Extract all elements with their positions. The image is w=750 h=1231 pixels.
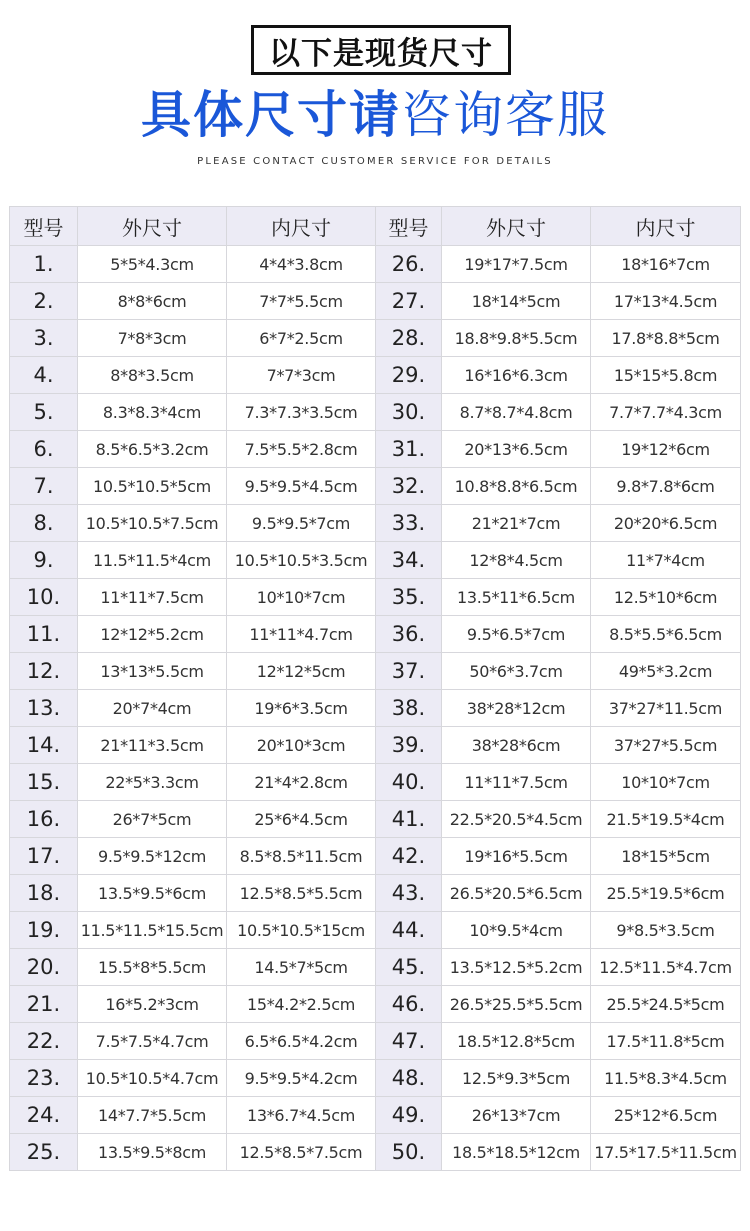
inner-size-cell: 6.5*6.5*4.2cm [227,1023,376,1060]
table-row [10,542,741,579]
outer-size-cell: 38*28*6cm [442,727,591,764]
outer-size-cell: 22*5*3.3cm [78,764,227,801]
inner-size-cell: 20*20*6.5cm [591,505,741,542]
outer-size-cell: 19*16*5.5cm [442,838,591,875]
model-number-cell: 29. [376,357,442,394]
inner-size-cell: 12.5*8.5*5.5cm [227,875,376,912]
model-number-cell: 41. [376,801,442,838]
outer-size-cell: 12*12*5.2cm [78,616,227,653]
inner-size-cell: 12*12*5cm [227,653,376,690]
model-number-cell: 11. [10,616,78,653]
inner-size-cell: 8.5*8.5*11.5cm [227,838,376,875]
inner-size-cell: 25*12*6.5cm [591,1097,741,1134]
table-row [10,246,741,283]
outer-size-cell: 12*8*4.5cm [442,542,591,579]
model-number-cell: 31. [376,431,442,468]
model-number-cell: 3. [10,320,78,357]
inner-size-cell: 49*5*3.2cm [591,653,741,690]
outer-size-cell: 13.5*9.5*8cm [78,1134,227,1171]
table-row [10,1023,741,1060]
inner-size-cell: 12.5*8.5*7.5cm [227,1134,376,1171]
inner-size-cell: 17.8*8.8*5cm [591,320,741,357]
model-number-cell: 38. [376,690,442,727]
table-row [10,579,741,616]
inner-size-cell: 20*10*3cm [227,727,376,764]
model-number-cell: 6. [10,431,78,468]
outer-size-cell: 8.7*8.7*4.8cm [442,394,591,431]
model-number-cell: 43. [376,875,442,912]
inner-size-cell: 11*11*4.7cm [227,616,376,653]
table-row [10,838,741,875]
model-number-cell: 16. [10,801,78,838]
outer-size-cell: 50*6*3.7cm [442,653,591,690]
table-row [10,505,741,542]
inner-size-cell: 9.5*9.5*7cm [227,505,376,542]
outer-size-cell: 22.5*20.5*4.5cm [442,801,591,838]
model-number-cell: 1. [10,246,78,283]
outer-size-cell: 18.5*18.5*12cm [442,1134,591,1171]
outer-size-cell: 13*13*5.5cm [78,653,227,690]
outer-size-cell: 8.5*6.5*3.2cm [78,431,227,468]
outer-size-cell: 21*11*3.5cm [78,727,227,764]
inner-size-cell: 7.3*7.3*3.5cm [227,394,376,431]
model-number-cell: 42. [376,838,442,875]
model-number-cell: 23. [10,1060,78,1097]
inner-size-cell: 37*27*5.5cm [591,727,741,764]
model-number-cell: 44. [376,912,442,949]
header-inner-right: 内尺寸 [591,207,741,246]
table-row [10,283,741,320]
outer-size-cell: 10.8*8.8*6.5cm [442,468,591,505]
inner-size-cell: 7.7*7.7*4.3cm [591,394,741,431]
model-number-cell: 33. [376,505,442,542]
headline-light: 咨询客服 [401,86,609,144]
model-number-cell: 21. [10,986,78,1023]
table-row [10,653,741,690]
inner-size-cell: 6*7*2.5cm [227,320,376,357]
table-row [10,875,741,912]
outer-size-cell: 8.3*8.3*4cm [78,394,227,431]
header-inner-left: 内尺寸 [227,207,376,246]
outer-size-cell: 18*14*5cm [442,283,591,320]
model-number-cell: 4. [10,357,78,394]
table-row [10,986,741,1023]
outer-size-cell: 20*7*4cm [78,690,227,727]
inner-size-cell: 25*6*4.5cm [227,801,376,838]
inner-size-cell: 10.5*10.5*15cm [227,912,376,949]
model-number-cell: 49. [376,1097,442,1134]
inner-size-cell: 25.5*24.5*5cm [591,986,741,1023]
inner-size-cell: 19*6*3.5cm [227,690,376,727]
model-number-cell: 19. [10,912,78,949]
outer-size-cell: 11*11*7.5cm [442,764,591,801]
table-row [10,912,741,949]
model-number-cell: 24. [10,1097,78,1134]
table-row [10,764,741,801]
outer-size-cell: 20*13*6.5cm [442,431,591,468]
model-number-cell: 35. [376,579,442,616]
inner-size-cell: 9.8*7.8*6cm [591,468,741,505]
model-number-cell: 50. [376,1134,442,1171]
inner-size-cell: 11.5*8.3*4.5cm [591,1060,741,1097]
inner-size-cell: 10*10*7cm [227,579,376,616]
outer-size-cell: 18.5*12.8*5cm [442,1023,591,1060]
inner-size-cell: 25.5*19.5*6cm [591,875,741,912]
inner-size-cell: 10*10*7cm [591,764,741,801]
inner-size-cell: 14.5*7*5cm [227,949,376,986]
outer-size-cell: 15.5*8*5.5cm [78,949,227,986]
outer-size-cell: 13.5*9.5*6cm [78,875,227,912]
inner-size-cell: 7*7*5.5cm [227,283,376,320]
inner-size-cell: 18*15*5cm [591,838,741,875]
model-number-cell: 26. [376,246,442,283]
table-row [10,801,741,838]
inner-size-cell: 11*7*4cm [591,542,741,579]
inner-size-cell: 9.5*9.5*4.5cm [227,468,376,505]
model-number-cell: 48. [376,1060,442,1097]
table-row [10,727,741,764]
outer-size-cell: 16*16*6.3cm [442,357,591,394]
model-number-cell: 15. [10,764,78,801]
model-number-cell: 32. [376,468,442,505]
inner-size-cell: 7.5*5.5*2.8cm [227,431,376,468]
model-number-cell: 14. [10,727,78,764]
outer-size-cell: 9.5*9.5*12cm [78,838,227,875]
size-table [9,206,741,1171]
model-number-cell: 47. [376,1023,442,1060]
header-outer-right: 外尺寸 [442,207,591,246]
header-outer-left: 外尺寸 [78,207,227,246]
header-model-left: 型号 [10,207,78,246]
table-row [10,320,741,357]
table-row [10,394,741,431]
inner-size-cell: 17*13*4.5cm [591,283,741,320]
model-number-cell: 13. [10,690,78,727]
inner-size-cell: 18*16*7cm [591,246,741,283]
table-row [10,1060,741,1097]
outer-size-cell: 5*5*4.3cm [78,246,227,283]
model-number-cell: 45. [376,949,442,986]
model-number-cell: 36. [376,616,442,653]
model-number-cell: 25. [10,1134,78,1171]
inner-size-cell: 4*4*3.8cm [227,246,376,283]
inner-size-cell: 9.5*9.5*4.2cm [227,1060,376,1097]
outer-size-cell: 8*8*6cm [78,283,227,320]
model-number-cell: 12. [10,653,78,690]
model-number-cell: 37. [376,653,442,690]
outer-size-cell: 12.5*9.3*5cm [442,1060,591,1097]
outer-size-cell: 26.5*20.5*6.5cm [442,875,591,912]
outer-size-cell: 7*8*3cm [78,320,227,357]
outer-size-cell: 38*28*12cm [442,690,591,727]
model-number-cell: 2. [10,283,78,320]
table-row [10,1097,741,1134]
model-number-cell: 27. [376,283,442,320]
outer-size-cell: 19*17*7.5cm [442,246,591,283]
model-number-cell: 46. [376,986,442,1023]
inner-size-cell: 13*6.7*4.5cm [227,1097,376,1134]
outer-size-cell: 8*8*3.5cm [78,357,227,394]
model-number-cell: 8. [10,505,78,542]
model-number-cell: 9. [10,542,78,579]
model-number-cell: 7. [10,468,78,505]
model-number-cell: 34. [376,542,442,579]
inner-size-cell: 17.5*17.5*11.5cm [591,1134,741,1171]
table-row [10,431,741,468]
stock-sizes-badge: 以下是现货尺寸 [251,25,511,75]
headline-strong: 具体尺寸请 [141,86,401,144]
table-row [10,1134,741,1171]
outer-size-cell: 10.5*10.5*4.7cm [78,1060,227,1097]
model-number-cell: 30. [376,394,442,431]
outer-size-cell: 10.5*10.5*5cm [78,468,227,505]
model-number-cell: 10. [10,579,78,616]
outer-size-cell: 13.5*12.5*5.2cm [442,949,591,986]
outer-size-cell: 11*11*7.5cm [78,579,227,616]
outer-size-cell: 26*7*5cm [78,801,227,838]
inner-size-cell: 10.5*10.5*3.5cm [227,542,376,579]
table-row [10,468,741,505]
header-model-right: 型号 [376,207,442,246]
table-row [10,357,741,394]
table-row [10,949,741,986]
outer-size-cell: 7.5*7.5*4.7cm [78,1023,227,1060]
inner-size-cell: 15*15*5.8cm [591,357,741,394]
model-number-cell: 18. [10,875,78,912]
inner-size-cell: 15*4.2*2.5cm [227,986,376,1023]
headline [0,82,750,148]
outer-size-cell: 14*7.7*5.5cm [78,1097,227,1134]
outer-size-cell: 21*21*7cm [442,505,591,542]
outer-size-cell: 26*13*7cm [442,1097,591,1134]
outer-size-cell: 13.5*11*6.5cm [442,579,591,616]
inner-size-cell: 7*7*3cm [227,357,376,394]
inner-size-cell: 21.5*19.5*4cm [591,801,741,838]
outer-size-cell: 11.5*11.5*15.5cm [78,912,227,949]
outer-size-cell: 10.5*10.5*7.5cm [78,505,227,542]
outer-size-cell: 26.5*25.5*5.5cm [442,986,591,1023]
inner-size-cell: 12.5*11.5*4.7cm [591,949,741,986]
model-number-cell: 39. [376,727,442,764]
outer-size-cell: 10*9.5*4cm [442,912,591,949]
table-header-row [10,207,741,246]
table-row [10,690,741,727]
model-number-cell: 5. [10,394,78,431]
subline: PLEASE CONTACT CUSTOMER SERVICE FOR DETAILS [197,156,553,167]
outer-size-cell: 11.5*11.5*4cm [78,542,227,579]
size-table-body [10,246,741,1171]
table-row [10,616,741,653]
inner-size-cell: 37*27*11.5cm [591,690,741,727]
model-number-cell: 22. [10,1023,78,1060]
inner-size-cell: 17.5*11.8*5cm [591,1023,741,1060]
model-number-cell: 40. [376,764,442,801]
model-number-cell: 28. [376,320,442,357]
model-number-cell: 20. [10,949,78,986]
outer-size-cell: 16*5.2*3cm [78,986,227,1023]
inner-size-cell: 21*4*2.8cm [227,764,376,801]
inner-size-cell: 12.5*10*6cm [591,579,741,616]
inner-size-cell: 9*8.5*3.5cm [591,912,741,949]
inner-size-cell: 8.5*5.5*6.5cm [591,616,741,653]
model-number-cell: 17. [10,838,78,875]
inner-size-cell: 19*12*6cm [591,431,741,468]
outer-size-cell: 18.8*9.8*5.5cm [442,320,591,357]
outer-size-cell: 9.5*6.5*7cm [442,616,591,653]
